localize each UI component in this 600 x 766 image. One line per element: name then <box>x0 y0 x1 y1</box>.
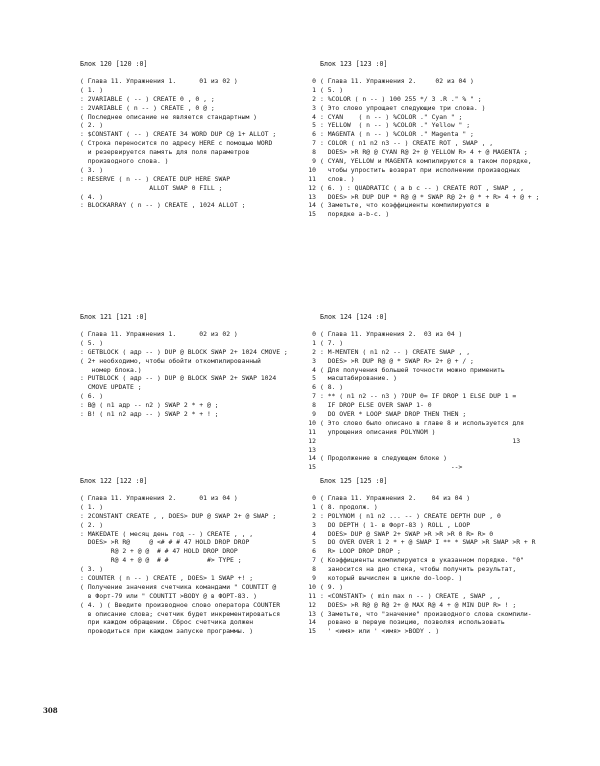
block-title: Блок 120 [120 :0] <box>80 60 148 68</box>
code-text: ( Глава 11. Упражнения 2. 03 из 04 ) <box>320 330 463 338</box>
code-text: упрощения описания POLYNOM ) <box>320 427 436 436</box>
code-line <box>308 165 568 175</box>
code-text: : POLYNOM ( n1 n2 ... -- ) CREATE DEPTH DUP , 0 <box>320 511 501 520</box>
code-text: при каждом обращении. Сброс счетчика должен <box>80 618 254 627</box>
code-text: : BLOCKARRAY ( n -- ) CREATE , 1024 ALLOT ; <box>80 201 246 210</box>
code-line <box>80 512 328 521</box>
code-line <box>80 503 328 512</box>
line-number: 11 <box>308 591 316 600</box>
forth-block-120 <box>80 60 328 210</box>
code-text: ( Глава 11. Упражнения 2. 02 из 04 ) <box>320 77 474 85</box>
forth-block-125 <box>308 477 568 636</box>
line-number: 1 <box>312 502 316 511</box>
code-text: : 2CONSTANT CREATE , , DOES> DUP @ SWAP 2+ @ SWAP ; <box>80 511 277 520</box>
line-number: 7 <box>312 392 316 401</box>
code-text: 13 <box>320 436 521 445</box>
page-number: 308 <box>43 706 58 715</box>
code-text: ALLOT SWAP 0 FILL ; <box>80 183 223 192</box>
line-number: 12 <box>308 436 316 445</box>
code-text: и резервируется память для поля параметров <box>80 148 250 157</box>
code-text: порядке a-b-c. ) <box>320 210 390 219</box>
code-text: R@ 2 + @ @ # # 47 HOLD DROP DROP <box>80 547 238 556</box>
code-text: : $CONSTANT ( -- ) CREATE 34 WORD DUP C@ 1+ ALLOT ; <box>80 130 277 139</box>
code-text: ( Глава 11. Упражнения 1. 02 из 02 ) <box>80 330 238 338</box>
line-number: 3 <box>312 103 316 112</box>
line-number: 3 <box>312 356 316 365</box>
code-line <box>312 338 568 348</box>
code-line <box>308 427 568 437</box>
code-text: ( CYAN, YELLOW и MAGENTA компилируются в таком порядке, <box>320 157 532 166</box>
line-number: 2 <box>312 511 316 520</box>
code-line <box>80 357 328 366</box>
code-line <box>80 601 328 610</box>
code-line <box>80 574 328 583</box>
code-line <box>312 511 568 521</box>
code-text: : %COLOR ( n -- ) 100 255 */ 3 .R ." % " ; <box>320 94 482 103</box>
code-line <box>312 556 568 565</box>
code-line <box>80 538 328 547</box>
line-number: 8 <box>312 401 316 410</box>
line-number: 11 <box>308 174 316 183</box>
forth-block-122 <box>80 477 328 636</box>
line-number: 5 <box>312 538 316 547</box>
code-line <box>80 565 328 574</box>
code-text: производного слова. ) <box>80 157 169 166</box>
code-line <box>80 530 328 539</box>
code-text: : YELLOW ( n -- ) %COLOR ." Yellow " ; <box>320 121 471 130</box>
code-line <box>308 582 568 592</box>
code-text: : PUTBLOCK ( адр -- ) DUP @ BLOCK SWAP 2+ SWAP 1024 <box>80 374 277 383</box>
code-text: : MAKEDATE ( месяц день год -- ) CREATE , , , <box>80 529 254 538</box>
code-line <box>80 104 328 113</box>
code-text: ( 3. ) <box>80 165 104 174</box>
code-text: чтобы упростить возврат при исполнении производных <box>320 165 521 174</box>
line-number: 4 <box>312 112 316 121</box>
line-number: 1 <box>312 85 316 94</box>
block-title: Блок 123 [123 :0] <box>320 60 388 68</box>
code-text: ( Последнее описание не является стандартным ) <box>80 112 257 121</box>
code-line <box>312 401 568 410</box>
code-line <box>80 139 328 148</box>
line-number: 6 <box>312 547 316 556</box>
block-title: Блок 125 [125 :0] <box>320 477 388 485</box>
code-line <box>312 85 568 95</box>
line-number: 15 <box>308 463 316 472</box>
code-text: : B! ( n1 n2 адр -- ) SWAP 2 * + ! ; <box>80 410 219 419</box>
code-text: : COLOR ( n1 n2 n3 -- ) CREATE ROT , SWAP , , <box>320 139 494 148</box>
code-line <box>312 502 568 512</box>
code-line <box>312 574 568 583</box>
code-line <box>308 609 568 619</box>
code-line <box>308 436 568 446</box>
line-number: 7 <box>312 556 316 565</box>
code-text: заносится на дно стека, чтобы получить результат, <box>320 565 517 574</box>
code-line <box>80 330 328 339</box>
code-text: ( Заметьте, что "значение" производного слова скомпили- <box>320 609 532 618</box>
code-line <box>312 103 568 113</box>
code-line <box>80 175 328 184</box>
code-text: ( 6. ) <box>80 392 104 401</box>
code-line <box>80 583 328 592</box>
line-number: 0 <box>312 77 316 85</box>
code-line <box>312 139 568 148</box>
line-number: 9 <box>312 157 316 166</box>
code-text: ( 5. ) <box>80 338 104 347</box>
code-text: ( 4. ) <box>80 192 104 201</box>
code-line <box>80 121 328 130</box>
line-number: 3 <box>312 520 316 529</box>
code-line <box>80 201 328 210</box>
line-number: 14 <box>308 454 316 463</box>
code-line <box>312 157 568 166</box>
code-text: ( Глава 11. Упражнения 1. 01 из 02 ) <box>80 77 238 85</box>
code-line <box>308 174 568 184</box>
block-title: Блок 124 [124 :0] <box>320 313 388 321</box>
line-number: 0 <box>312 494 316 502</box>
code-line <box>308 445 568 455</box>
code-text: R> LOOP DROP DROP ; <box>320 547 401 556</box>
code-line <box>80 130 328 139</box>
code-line <box>80 392 328 401</box>
code-line <box>80 148 328 157</box>
code-text: --> <box>320 463 463 472</box>
code-line <box>80 366 328 375</box>
line-number: 14 <box>308 201 316 210</box>
code-line <box>312 330 568 339</box>
line-number: 8 <box>312 148 316 157</box>
line-number: 5 <box>312 121 316 130</box>
line-number: 10 <box>308 165 316 174</box>
line-number: 13 <box>308 445 316 454</box>
code-text: ровано в первую позицию, позволяя использовать <box>320 618 505 627</box>
code-text: : <CONSTANT> ( min max n -- ) CREATE , SWAP , , <box>320 591 501 600</box>
code-line <box>312 565 568 574</box>
code-text: DO DEPTH ( 1- в Форт-83 ) ROLL , LOOP <box>320 520 471 529</box>
line-number: 6 <box>312 130 316 139</box>
code-text: DOES> DUP @ SWAP 2+ SWAP >R >R >R 0 R> R> 0 <box>320 529 494 538</box>
code-line <box>312 365 568 375</box>
line-number: 4 <box>312 365 316 374</box>
code-text: : ** ( n1 n2 -- n3 ) ?DUP 0= IF DROP 1 ELSE DUP 1 = <box>320 392 517 401</box>
code-text: DOES> >R R@ @ CYAN R@ 2+ @ YELLOW R> 4 + @ MAGENTA ; <box>320 148 528 157</box>
code-text: : B@ ( n1 адр -- n2 ) SWAP 2 * + @ ; <box>80 401 219 410</box>
line-number: 13 <box>308 609 316 618</box>
code-line <box>80 610 328 619</box>
code-text: ( 1. ) <box>80 502 104 511</box>
line-number: 12 <box>308 600 316 609</box>
code-text: масштабирование. ) <box>320 374 397 383</box>
code-text: ( Глава 11. Упражнения 2. 04 из 04 ) <box>320 494 471 502</box>
code-text: в Форт-79 или " COUNTIT >BODY @ в ФОРТ-83. ) <box>80 591 257 600</box>
code-line <box>308 618 568 627</box>
code-text: ( 4. ) ( Введите производное слово оператора COUNTER <box>80 600 281 609</box>
code-line <box>80 401 328 410</box>
line-number: 15 <box>308 627 316 636</box>
block-title: Блок 121 [121 :0] <box>80 313 148 321</box>
code-line <box>312 494 568 503</box>
line-number: 0 <box>312 330 316 338</box>
code-line <box>312 410 568 419</box>
line-number: 9 <box>312 574 316 583</box>
code-text: CMOVE UPDATE ; <box>80 383 142 392</box>
code-line <box>312 130 568 139</box>
line-number: 12 <box>308 183 316 192</box>
line-number: 5 <box>312 374 316 383</box>
code-line <box>312 112 568 122</box>
code-text: в описание слова; счетчик будет инкрементироваться <box>80 609 281 618</box>
code-line <box>312 374 568 383</box>
code-text: DOES> >R R@ @ R@ 2+ @ MAX R@ 4 + @ MIN DUP R> ! ; <box>320 600 517 609</box>
code-line <box>312 94 568 104</box>
code-line <box>80 157 328 166</box>
line-number: 6 <box>312 383 316 392</box>
forth-block-121 <box>80 313 328 419</box>
code-text: ( 6. ) : QUADRATIC ( a b c -- ) CREATE ROT , SWAP , , <box>320 183 524 192</box>
code-line <box>80 627 328 636</box>
code-text: ( 2. ) <box>80 121 104 130</box>
line-number: 4 <box>312 529 316 538</box>
code-text: ( 2. ) <box>80 520 104 529</box>
code-line <box>80 494 328 503</box>
code-line <box>308 183 568 193</box>
code-line <box>80 77 328 86</box>
code-text: ( Для получения большей точности можно применить <box>320 365 505 374</box>
forth-block-123 <box>308 60 568 219</box>
code-text: ( Получение значения счетчика командами " COUNTIT @ <box>80 582 277 591</box>
code-line <box>80 184 328 193</box>
line-number: 14 <box>308 618 316 627</box>
line-number: 2 <box>312 94 316 103</box>
code-text: номер блока.) <box>80 365 142 374</box>
code-text: : 2VARIABLE ( n -- ) CREATE , 0 @ ; <box>80 103 215 112</box>
code-text: ( Коэффициенты компилируются в указанном порядке. "0" <box>320 556 524 565</box>
code-line <box>312 356 568 366</box>
code-text: ( Заметьте, что коэффициенты компилируются в <box>320 201 490 210</box>
code-text: ( Глава 11. Упражнения 2. 01 из 04 ) <box>80 494 238 502</box>
code-text: : COUNTER ( n -- ) CREATE , DOES> 1 SWAP +! ; <box>80 574 254 583</box>
code-line <box>312 77 568 86</box>
line-number: 10 <box>308 418 316 427</box>
code-text: ( 8. продолж. ) <box>320 502 378 511</box>
line-number: 15 <box>308 210 316 219</box>
code-line <box>80 383 328 392</box>
code-text: R@ 4 + @ @ # # #> TYPE ; <box>80 556 242 565</box>
code-text: ( 9. ) <box>320 582 344 591</box>
code-text: который вычислен в цикле do-loop. ) <box>320 574 463 583</box>
code-text: ( 1. ) <box>80 85 104 94</box>
code-line <box>308 591 568 601</box>
block-title: Блок 122 [122 :0] <box>80 477 148 485</box>
code-text: : M-MENTEN ( n1 n2 -- ) CREATE SWAP , , <box>320 347 471 356</box>
line-number: 2 <box>312 347 316 356</box>
code-text: ( 2+ необходимо, чтобы обойти откомпилированный <box>80 356 261 365</box>
code-line <box>80 95 328 104</box>
code-text: DOES> >R R@ @ <# # # 47 HOLD DROP DROP <box>80 538 250 547</box>
forth-block-124 <box>308 313 568 472</box>
code-text: ( Продолжение в следующем блоке ) <box>320 454 447 463</box>
code-text: ( 8. ) <box>320 383 344 392</box>
code-text: : RESERVE ( n -- ) CREATE DUP HERE SWAP <box>80 174 231 183</box>
code-line <box>312 347 568 357</box>
line-number: 10 <box>308 582 316 591</box>
code-line <box>312 121 568 130</box>
code-line <box>80 618 328 627</box>
code-text: ' <имя> или ' <имя> >BODY . ) <box>320 627 440 636</box>
code-line <box>312 383 568 392</box>
code-line <box>80 339 328 348</box>
code-line <box>308 454 568 463</box>
line-number: 1 <box>312 338 316 347</box>
line-number: 13 <box>308 192 316 201</box>
line-number: 11 <box>308 427 316 436</box>
line-number: 7 <box>312 139 316 148</box>
code-text: : GETBLOCK ( адр -- ) DUP @ BLOCK SWAP 2+ 1024 CMOVE ; <box>80 347 288 356</box>
code-text: DO OVER OVER 1 2 * + @ SWAP I ** * SWAP >R SWAP >R + R <box>320 538 536 547</box>
code-text: : 2VARIABLE ( -- ) CREATE 0 , 0 , ; <box>80 94 215 103</box>
code-text: ( Это слово упрощает следующие три слова. ) <box>320 103 486 112</box>
code-line <box>80 521 328 530</box>
code-text: ( Это слово было описано в главе 8 и используется для <box>320 418 524 427</box>
code-line <box>80 348 328 357</box>
code-line <box>80 547 328 556</box>
code-text: проводиться при каждом запуске программы. ) <box>80 627 254 636</box>
code-line <box>80 86 328 95</box>
code-line <box>80 592 328 601</box>
code-line <box>312 529 568 539</box>
code-text: ( 5. ) <box>320 85 344 94</box>
code-line <box>312 520 568 530</box>
code-line <box>308 418 568 428</box>
code-text: DOES> >R DUP DUP * R@ @ * SWAP R@ 2+ @ * + R> 4 + @ + ; <box>320 192 540 201</box>
code-line <box>308 210 568 219</box>
code-line <box>308 192 568 202</box>
code-text: слов. ) <box>320 174 355 183</box>
code-text: ( Строка переносится по адресу HERE с помощью WORD <box>80 139 273 148</box>
code-line <box>312 148 568 157</box>
code-text: DO OVER * LOOP SWAP DROP THEN THEN ; <box>320 410 467 419</box>
line-number: 9 <box>312 410 316 419</box>
line-number: 8 <box>312 565 316 574</box>
code-text: : MAGENTA ( n -- ) %COLOR ." Magenta " ; <box>320 130 474 139</box>
code-text: IF DROP ELSE OVER SWAP 1- 0 <box>320 401 432 410</box>
code-text: ( 3. ) <box>80 565 104 574</box>
code-text: : CYAN ( n -- ) %COLOR ." Cyan " ; <box>320 112 463 121</box>
code-text: ( 7. ) <box>320 338 344 347</box>
code-line <box>308 627 568 636</box>
code-line <box>312 547 568 556</box>
code-line <box>80 166 328 175</box>
code-text: DOES> >R DUP R@ @ * SWAP R> 2+ @ + / ; <box>320 356 474 365</box>
code-line <box>80 113 328 122</box>
code-line <box>80 374 328 383</box>
code-line <box>80 410 328 419</box>
code-line <box>308 463 568 472</box>
code-line <box>312 538 568 547</box>
code-line <box>80 556 328 565</box>
code-line <box>308 600 568 610</box>
code-line <box>80 193 328 202</box>
code-line <box>312 392 568 401</box>
code-line <box>308 201 568 210</box>
